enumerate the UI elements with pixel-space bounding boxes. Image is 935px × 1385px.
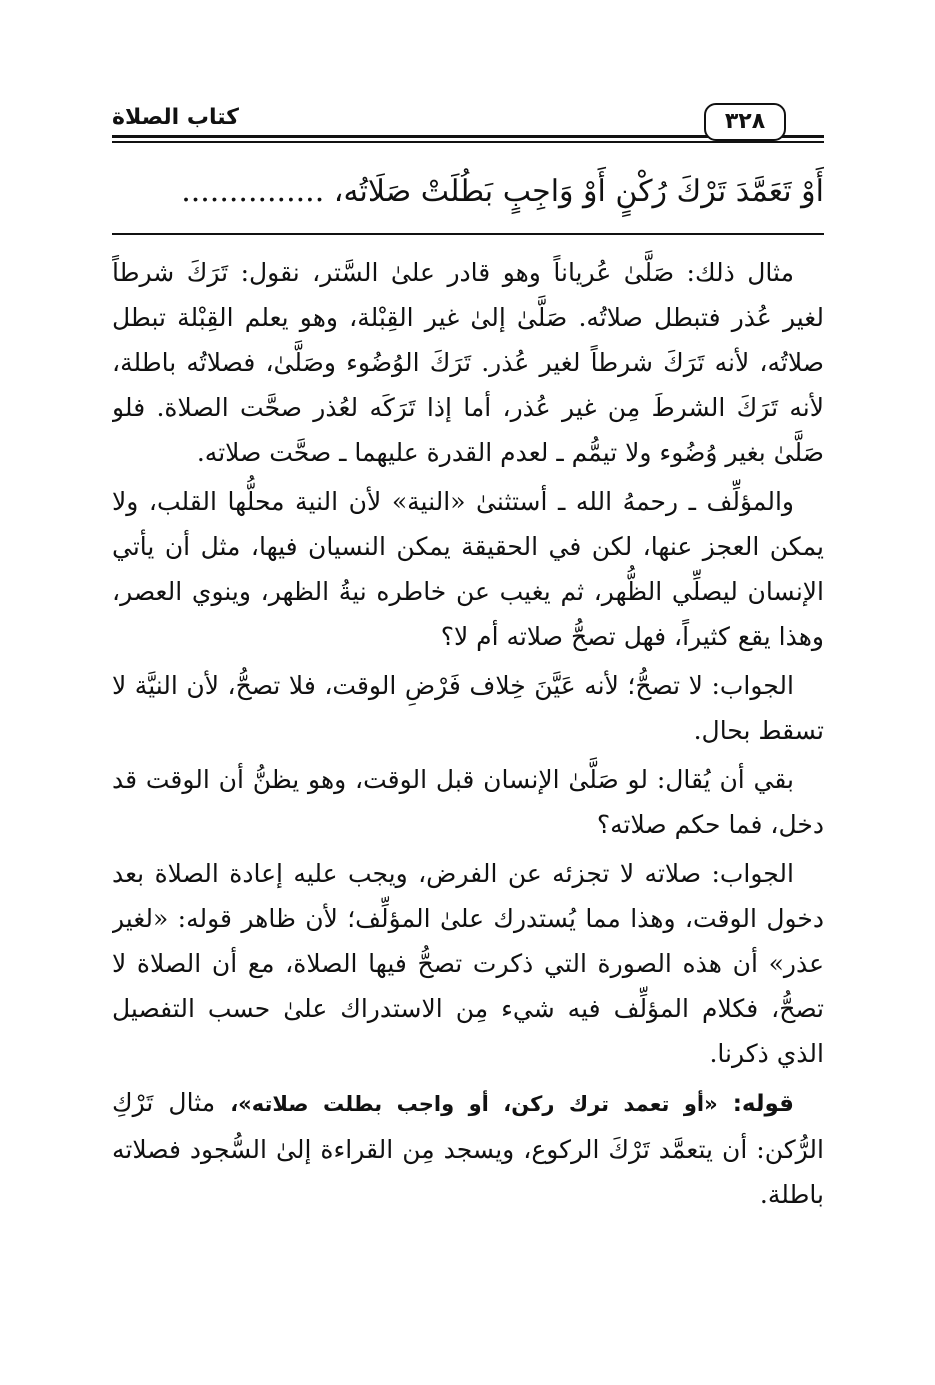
qawluh-label: قوله:: [732, 1091, 794, 1117]
matn-line: [112, 164, 824, 220]
paragraph-qawluh: [112, 1080, 824, 1217]
page-header: [112, 103, 824, 147]
commentary-body: [112, 250, 824, 1290]
paragraph: الجواب: لا تصحُّ؛ لأنه عَيَّنَ خِلاف فَرْضِ الوقت، فلا تصحُّ، لأن النيَّة لا تسقط بحال.: [112, 671, 824, 745]
paragraph: والمؤلِّف ـ رحمهُ الله ـ أستثنىٰ «النية» لأن النية محلُّها القلب، ولا يمكن العجز عنها، لكن في الحقيقة يمكن النسيان فيها، مثل أن يأتي الإنسان ليصلِّي الظُّهر، ثم يغيب عن خاطره نيةُ الظهر، وينوي العصر، وهذا يقع كثيراً، فهل تصحُّ صلاته أم لا؟: [112, 487, 824, 651]
qawluh-commentary: مثال تَرْكِ الرُّكن: أن يتعمَّد تَرْكَ الركوع، ويسجد مِن القراءة إلىٰ السُّجود فصلاته باطلة.: [112, 1088, 824, 1209]
running-head-title: كتاب الصلاة: [112, 105, 239, 130]
matn-ellipsis: ...............: [181, 174, 325, 209]
paragraph: الجواب: صلاته لا تجزئه عن الفرض، ويجب عليه إعادة الصلاة بعد دخول الوقت، وهذا مما يُستدرك علىٰ المؤلِّف؛ لأن ظاهر قوله: «لغير عذر» أن هذه الصورة التي ذكرت تصحُّ فيها الصلاة، مع أن الصلاة لا تصحُّ، فكلام المؤلِّف فيه شيء مِن الاستدراك علىٰ حسب التفصيل الذي ذكرنا.: [112, 859, 824, 1068]
matn-text: أَوْ تَعَمَّدَ تَرْكَ رُكْنٍ أَوْ وَاجِبٍ بَطُلَتْ صَلَاتُه،: [333, 174, 824, 209]
matn-quote: «أو تعمد ترك ركن، أو واجب بطلت صلاته»،: [230, 1092, 718, 1116]
paragraph: بقي أن يُقال: لو صَلَّىٰ الإنسان قبل الوقت، وهو يظنُّ أن الوقت قد دخل، فما حكم صلاته؟: [112, 765, 824, 839]
header-rule-thin: [112, 141, 824, 143]
page-number: ٣٢٨: [704, 103, 786, 141]
paragraph: مثال ذلك: صَلَّىٰ عُرياناً وهو قادر علىٰ السَّتر، نقول: تَرَكَ شرطاً لغير عُذر فتبطل صلاتُه. صَلَّىٰ إلىٰ غير القِبْلة، وهو يعلم القِبْلة تبطل صلاتُه، لأنه تَرَكَ شرطاً لغير عُذر. تَرَكَ الوُضُوء وصَلَّىٰ، فصلاتُه باطلة، لأنه تَرَكَ الشرطَ مِن غير عُذر، أما إذا تَرَكَه لعُذر صحَّت الصلاة. فلو صَلَّىٰ بغير وُضُوء ولا تيمُّم ـ لعدم القدرة عليهما ـ صحَّت صلاته.: [112, 258, 824, 467]
matn-divider: [112, 233, 824, 235]
